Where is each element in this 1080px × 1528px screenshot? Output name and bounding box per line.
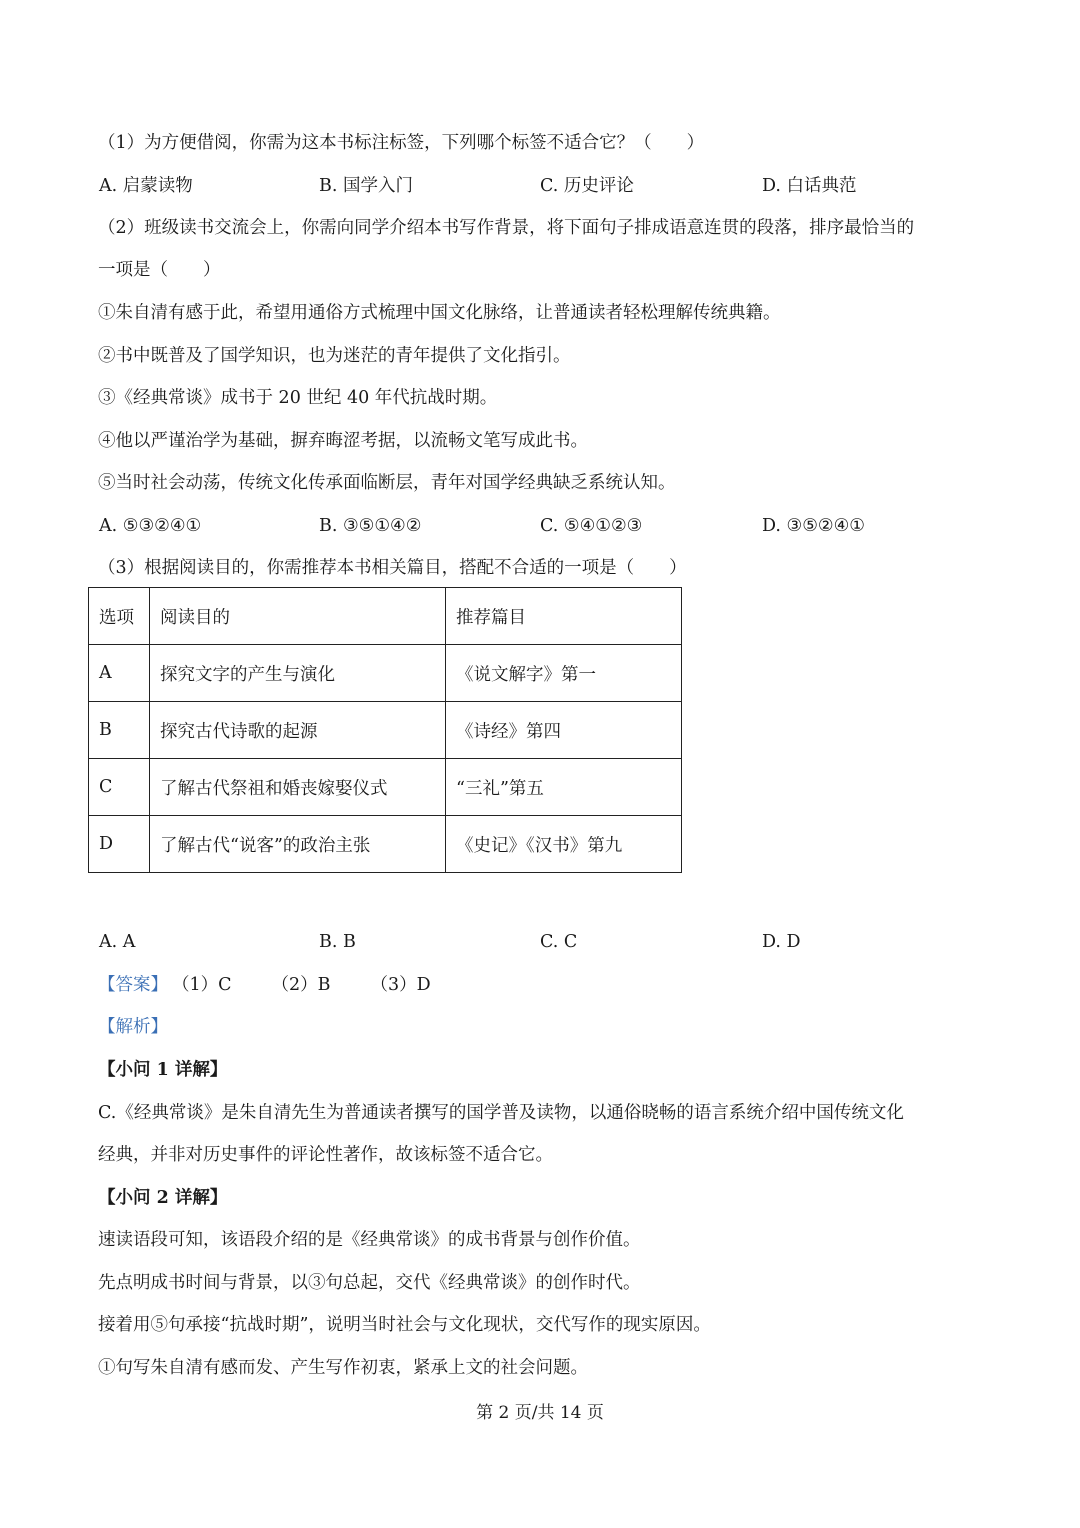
q2-sentence-3: ③《经典常谈》成书于 20 世纪 40 年代抗战时期。	[98, 388, 498, 408]
q2-sentence-4: ④他以严谨治学为基础，摒弃晦涩考据，以流畅文笔写成此书。	[98, 431, 588, 451]
sub1-line1: C.《经典常谈》是朱自清先生为普通读者撰写的国学普及读物，以通俗晓畅的语言系统介绍中国传统文化	[98, 1103, 904, 1123]
table-cell: 《史记》《汉书》第九	[446, 816, 682, 873]
q2-stem-line2: 一项是（ ）	[98, 260, 221, 280]
sub2-line: ①句写朱自清有感而发、产生写作初衷，紧承上文的社会问题。	[98, 1358, 588, 1378]
table-header-row	[89, 588, 682, 645]
table-row	[89, 759, 682, 816]
answer-line	[98, 973, 431, 997]
table-cell: 《说文解字》第一	[446, 645, 682, 702]
q3-option-b: B. B	[319, 932, 356, 952]
table-row	[89, 702, 682, 759]
q3-option-c: C. C	[540, 932, 578, 952]
q1-stem: （1）为方便借阅，你需为这本书标注标签，下列哪个标签不适合它？（ ）	[98, 133, 705, 153]
answer-item-3: （3）D	[370, 975, 431, 995]
table-header-cell: 选项	[89, 588, 150, 645]
table-cell: 探究古代诗歌的起源	[150, 702, 446, 759]
q2-option-b: B. ③⑤①④②	[319, 516, 422, 536]
sub2-title: 【小问 2 详解】	[98, 1188, 228, 1208]
answer-item-1: （1）C	[172, 975, 232, 995]
answer-item-2: （2）B	[271, 975, 331, 995]
q1-option-d: D. 白话典范	[762, 176, 857, 196]
table-cell: B	[89, 702, 150, 759]
q1-option-b: B. 国学入门	[319, 176, 413, 196]
analysis-label: 【解析】	[98, 1017, 168, 1037]
table-cell: A	[89, 645, 150, 702]
q1-option-c: C. 历史评论	[540, 176, 634, 196]
sub1-line2: 经典，并非对历史事件的评论性著作，故该标签不适合它。	[98, 1145, 553, 1165]
table-cell: “三礼”第五	[446, 759, 682, 816]
q2-stem-line1: （2）班级读书交流会上，你需向同学介绍本书写作背景，将下面句子排成语意连贯的段落，排序最恰当的	[98, 218, 915, 238]
sub2-line: 先点明成书时间与背景，以③句总起，交代《经典常谈》的创作时代。	[98, 1273, 641, 1293]
q2-option-d: D. ③⑤②④①	[762, 516, 865, 536]
q1-option-a: A. 启蒙读物	[99, 176, 193, 196]
sub2-line: 速读语段可知，该语段介绍的是《经典常谈》的成书背景与创作价值。	[98, 1230, 641, 1250]
sub2-line: 接着用⑤句承接“抗战时期”，说明当时社会与文化现状，交代写作的现实原因。	[98, 1315, 711, 1335]
sub1-title: 【小问 1 详解】	[98, 1060, 228, 1080]
table-cell: D	[89, 816, 150, 873]
q3-option-a: A. A	[99, 932, 136, 952]
answer-label: 【答案】	[98, 975, 168, 995]
q3-table	[88, 587, 682, 873]
q2-option-c: C. ⑤④①②③	[540, 516, 643, 536]
q2-sentence-5: ⑤当时社会动荡，传统文化传承面临断层，青年对国学经典缺乏系统认知。	[98, 473, 676, 493]
table-cell: 《诗经》第四	[446, 702, 682, 759]
table-row	[89, 816, 682, 873]
table-header-cell: 阅读目的	[150, 588, 446, 645]
page-footer: 第 2 页/共 14 页	[476, 1403, 604, 1423]
table-header-cell: 推荐篇目	[446, 588, 682, 645]
table-row	[89, 645, 682, 702]
q2-option-a: A. ⑤③②④①	[99, 516, 202, 536]
table-cell: 了解古代“说客”的政治主张	[150, 816, 446, 873]
table-cell: 探究文字的产生与演化	[150, 645, 446, 702]
q3-stem: （3）根据阅读目的，你需推荐本书相关篇目，搭配不合适的一项是（ ）	[98, 558, 687, 578]
table-cell: C	[89, 759, 150, 816]
q2-sentence-1: ①朱自清有感于此，希望用通俗方式梳理中国文化脉络，让普通读者轻松理解传统典籍。	[98, 303, 781, 323]
q3-option-d: D. D	[762, 932, 801, 952]
table-cell: 了解古代祭祖和婚丧嫁娶仪式	[150, 759, 446, 816]
q2-sentence-2: ②书中既普及了国学知识，也为迷茫的青年提供了文化指引。	[98, 346, 571, 366]
